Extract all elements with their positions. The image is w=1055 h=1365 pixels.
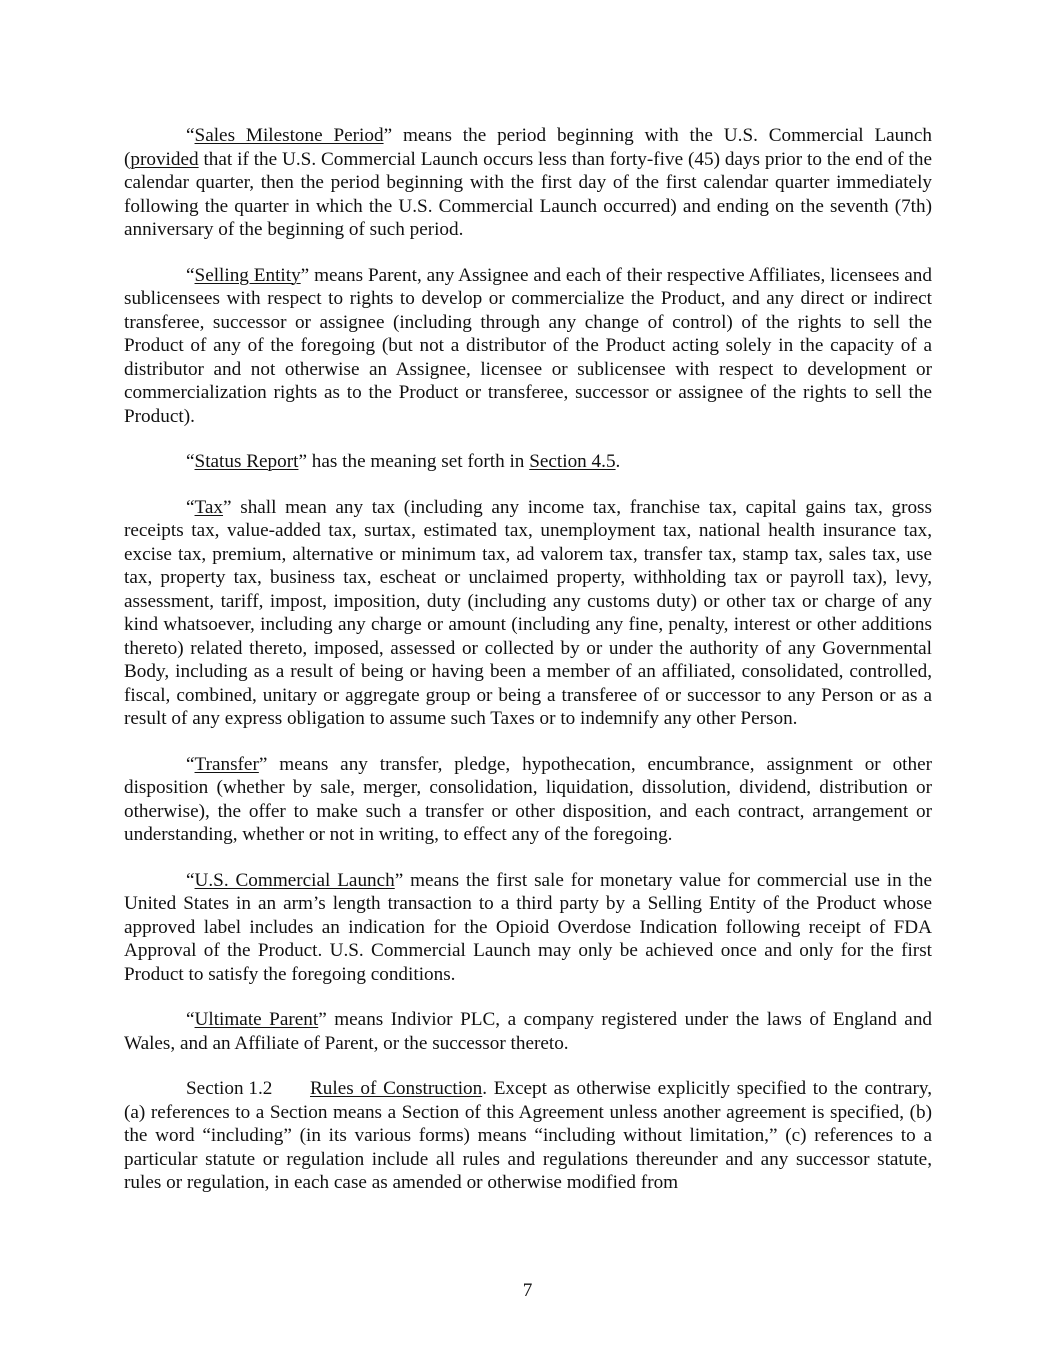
definition-text: shall mean any tax (including any income tax, franchise tax, capital gains tax, gross receipts tax, value-added tax, surtax, estimated tax, unemployment tax, national health insurance tax, excise tax, premium, alternative or minimum tax, ad valorem tax, transfer tax, stamp tax, sales tax, use tax, property tax, business tax, escheat or unclaimed property, withholding tax or payroll tax), levy, assessment, tariff, impost, imposition, duty (including any customs duty) or other tax or charge of any kind whatsoever, including any charge or amount (including any fine, penalty, interest or other additions thereto) related thereto, imposed, assessed or collected by or under the authority of any Governmental Body, including as a result of being or having been a member of an affiliated, consolidated, controlled, fiscal, combined, unitary or aggregate group or being a transferee of or successor to any Person or as a result of any express obligation to assume such Taxes or to indemnify any other Person. bbox=[124, 496, 932, 729]
definition-text: has the meaning set forth in bbox=[307, 451, 530, 472]
open-quote: “ bbox=[186, 753, 195, 775]
definition-paragraph bbox=[124, 450, 932, 474]
definition-text: means Indivior PLC, a company registered under the laws of England and Wales, and an Affiliate of Parent, or the successor thereto. bbox=[124, 1009, 933, 1054]
definition-paragraph bbox=[124, 869, 932, 987]
definition-text: means any transfer, pledge, hypothecation, encumbrance, assignment or other disposition (whether by sale, merger, consolidation, liquidation, dissolution, dividend, distribution or otherwise), the offer to make such a transfer or other disposition, and each contract, arrangement or understanding, whether or not in writing, to effect any of the foregoing. bbox=[124, 753, 932, 845]
definition-paragraph bbox=[124, 124, 932, 242]
close-quote: ” bbox=[298, 451, 307, 472]
open-quote: “ bbox=[186, 869, 195, 891]
close-quote: ” bbox=[258, 753, 268, 775]
close-quote: ” bbox=[394, 869, 404, 891]
defined-term: Transfer bbox=[194, 753, 259, 775]
close-quote: ” bbox=[223, 496, 232, 518]
close-quote: ” bbox=[318, 1009, 327, 1030]
underlined-reference: provided bbox=[130, 148, 199, 170]
definition-paragraph bbox=[124, 496, 932, 731]
close-quote: ” bbox=[300, 264, 310, 286]
open-quote: “ bbox=[186, 451, 195, 472]
definitions-list bbox=[124, 124, 932, 1055]
page-number: 7 bbox=[522, 1280, 533, 1301]
close-quote: ” bbox=[383, 125, 393, 146]
defined-term: Status Report bbox=[194, 451, 299, 472]
section-body: . Except as otherwise explicitly specified to the contrary, (a) references to a Section means a Section of this Agreement unless another agreement is specified, (b) the word “including” (in its various forms) means “including without limitation,” (c) references to a particular statute or regulation include all rules and regulations thereunder and any successor statute, rules or regulation, in each case as amended or otherwise modified from bbox=[124, 1078, 932, 1193]
underlined-reference: Section 4.5 bbox=[529, 451, 616, 472]
definition-text: means the first sale for monetary value for commercial use in the United States in an arm’s length transaction to a third party by a Selling Entity of the Product whose approved label includes an indication for the Opioid Overdose Indication following receipt of FDA Approval of the Product. U.S. Commercial Launch may only be achieved once and only for the first Product to satisfy the foregoing conditions. bbox=[124, 869, 932, 985]
open-quote: “ bbox=[186, 1009, 195, 1030]
definition-text: means the period beginning with the U.S. Commercial Launch ( bbox=[124, 125, 932, 170]
open-quote: “ bbox=[186, 125, 195, 146]
defined-term: Sales Milestone Period bbox=[194, 125, 384, 146]
definition-paragraph bbox=[124, 264, 932, 429]
definition-text: means Parent, any Assignee and each of their respective Affiliates, licensees and sublicensees with respect to rights to develop or commercialize the Product, and any direct or indirect transferee, successor or assignee (including through any change of control) of the rights to sell the Product of any of the foregoing (but not a distributor of the Product acting solely in the capacity of a distributor and not otherwise an Assignee, licensee or sublicensee with respect to development or commercialization rights as to the Product or transferee, successor or assignee of the rights to sell the Product). bbox=[124, 264, 932, 427]
open-quote: “ bbox=[186, 264, 195, 286]
section-number: Section 1.2 bbox=[186, 1078, 273, 1099]
section-paragraph bbox=[124, 1077, 932, 1195]
defined-term: Tax bbox=[194, 496, 224, 518]
definition-paragraph bbox=[124, 753, 932, 847]
definition-text: . bbox=[615, 451, 621, 472]
defined-term: Selling Entity bbox=[194, 264, 301, 286]
definition-text: that if the U.S. Commercial Launch occurs less than forty-five (45) days prior to the end of the calendar quarter, then the period beginning with the first day of the first calendar quarter immediately following the quarter in which the U.S. Commercial Launch occurred) and ending on the seventh (7th) anniversary of the beginning of such period. bbox=[124, 148, 932, 240]
defined-term: Ultimate Parent bbox=[194, 1009, 319, 1030]
definition-paragraph bbox=[124, 1008, 932, 1055]
open-quote: “ bbox=[186, 496, 195, 518]
defined-term: U.S. Commercial Launch bbox=[194, 869, 395, 891]
section-title: Rules of Construction bbox=[310, 1078, 483, 1099]
document-page bbox=[124, 124, 932, 1217]
